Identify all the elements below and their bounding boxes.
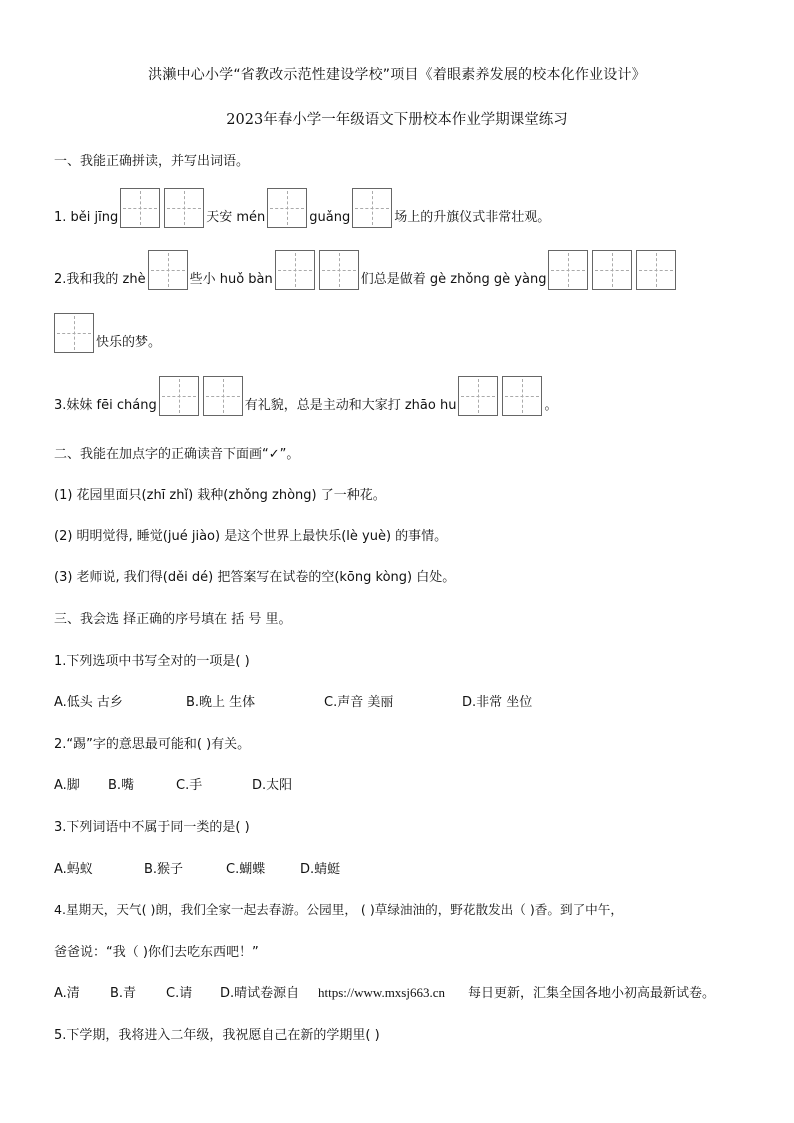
choice-question-2-options bbox=[54, 774, 292, 793]
pinyin-question-1 bbox=[54, 184, 550, 228]
pinyin-question-3 bbox=[54, 372, 557, 416]
q3-prefix: 3.妹妹 fēi cháng bbox=[54, 398, 157, 413]
option-b[interactable]: B.青 bbox=[110, 986, 137, 1001]
choice-question-5: 5.下学期，我将进入二年级，我祝愿自己在新的学期里( ) bbox=[54, 1028, 380, 1043]
q1-mid2: guǎng bbox=[309, 210, 351, 225]
option-d[interactable]: D.晴试卷源自 bbox=[220, 986, 300, 1001]
option-a[interactable]: A.蚂蚁 bbox=[54, 862, 93, 877]
q2-line2: 快乐的梦。 bbox=[96, 335, 162, 350]
q2-mid1: 些小 huǒ bàn bbox=[189, 272, 273, 287]
choice-question-3: 3.下列词语中不属于同一类的是( ) bbox=[54, 820, 250, 835]
choice-question-1: 1.下列选项中书写全对的一项是( ) bbox=[54, 654, 250, 669]
writing-box[interactable] bbox=[54, 313, 94, 353]
writing-box[interactable] bbox=[319, 250, 359, 290]
option-b[interactable]: B.猴子 bbox=[144, 862, 184, 877]
choice-question-4: 4.星期天，天气( )朗，我们全家一起去春游。公园里， ( )草绿油油的，野花散发出（ )香。到了中午， bbox=[54, 902, 623, 917]
q2-prefix: 2.我和我的 zhè bbox=[54, 272, 146, 287]
choice-question-1-options bbox=[54, 691, 532, 710]
writing-box[interactable] bbox=[159, 376, 199, 416]
option-a[interactable]: A.低头 古乡 bbox=[54, 695, 123, 710]
writing-box[interactable] bbox=[592, 250, 632, 290]
writing-box[interactable] bbox=[458, 376, 498, 416]
q1-suffix: 场上的升旗仪式非常壮观。 bbox=[394, 210, 551, 225]
project-title: 洪濑中心小学“省教改示范性建设学校”项目《着眼素养发展的校本化作业设计》 bbox=[148, 67, 646, 83]
choice-question-4-options bbox=[54, 982, 715, 1001]
option-d[interactable]: D.太阳 bbox=[252, 778, 293, 793]
option-b[interactable]: B.晚上 生体 bbox=[186, 695, 256, 710]
writing-box[interactable] bbox=[148, 250, 188, 290]
q2-mid2: 们总是做着 gè zhǒng gè yàng bbox=[360, 272, 547, 287]
option-d[interactable]: D.非常 坐位 bbox=[462, 695, 533, 710]
writing-box[interactable] bbox=[636, 250, 676, 290]
writing-box[interactable] bbox=[120, 188, 160, 228]
writing-box[interactable] bbox=[548, 250, 588, 290]
option-c[interactable]: C.声音 美丽 bbox=[324, 695, 394, 710]
q1-prefix: 1. běi jīng bbox=[54, 210, 119, 225]
source-note: 每日更新，汇集全国各地小初高最新试卷。 bbox=[468, 986, 716, 1001]
pinyin-question-2-continued bbox=[54, 309, 161, 353]
pinyin-question-2 bbox=[54, 246, 678, 290]
choice-question-2: 2.“踢”字的意思最可能和( )有关。 bbox=[54, 737, 251, 752]
worksheet-title: 2023年春小学一年级语文下册校本作业学期课堂练习 bbox=[226, 112, 568, 128]
section2-heading: 二、我能在加点字的正确读音下面画“✓”。 bbox=[54, 447, 300, 462]
writing-box[interactable] bbox=[267, 188, 307, 228]
q3-suffix: 。 bbox=[544, 398, 558, 413]
q3-mid1: 有礼貌，总是主动和大家打 zhāo hu bbox=[244, 398, 457, 413]
writing-box[interactable] bbox=[203, 376, 243, 416]
choice-question-4-continued: 爸爸说：“我（ )你们去吃东西吧！” bbox=[54, 945, 259, 960]
writing-box[interactable] bbox=[164, 188, 204, 228]
option-d[interactable]: D.蜻蜓 bbox=[300, 862, 341, 877]
option-b[interactable]: B.嘴 bbox=[108, 778, 135, 793]
option-a[interactable]: A.清 bbox=[54, 986, 80, 1001]
choice-question-3-options bbox=[54, 858, 340, 877]
q1-mid1: 天安 mén bbox=[206, 210, 266, 225]
option-c[interactable]: C.蝴蝶 bbox=[226, 862, 266, 877]
pronunciation-item-1: (1) 花园里面只(zhī zhǐ) 栽种(zhǒng zhòng) 了一种花。 bbox=[54, 488, 386, 503]
writing-box[interactable] bbox=[502, 376, 542, 416]
writing-box[interactable] bbox=[275, 250, 315, 290]
writing-box[interactable] bbox=[352, 188, 392, 228]
option-c[interactable]: C.请 bbox=[166, 986, 193, 1001]
pronunciation-item-2: (2) 明明觉得, 睡觉(jué jiào) 是这个世界上最快乐(lè yuè) 的事情。 bbox=[54, 529, 448, 544]
source-url[interactable]: https://www.mxsj663.cn bbox=[318, 985, 445, 1000]
option-c[interactable]: C.手 bbox=[176, 778, 203, 793]
section3-heading: 三、我会选 择正确的序号填在 括 号 里。 bbox=[54, 612, 292, 627]
option-a[interactable]: A.脚 bbox=[54, 778, 80, 793]
section1-heading: 一、我能正确拼读，并写出词语。 bbox=[54, 154, 250, 169]
pronunciation-item-3: (3) 老师说, 我们得(děi dé) 把答案写在试卷的空(kōng kòng) 白处。 bbox=[54, 570, 456, 585]
